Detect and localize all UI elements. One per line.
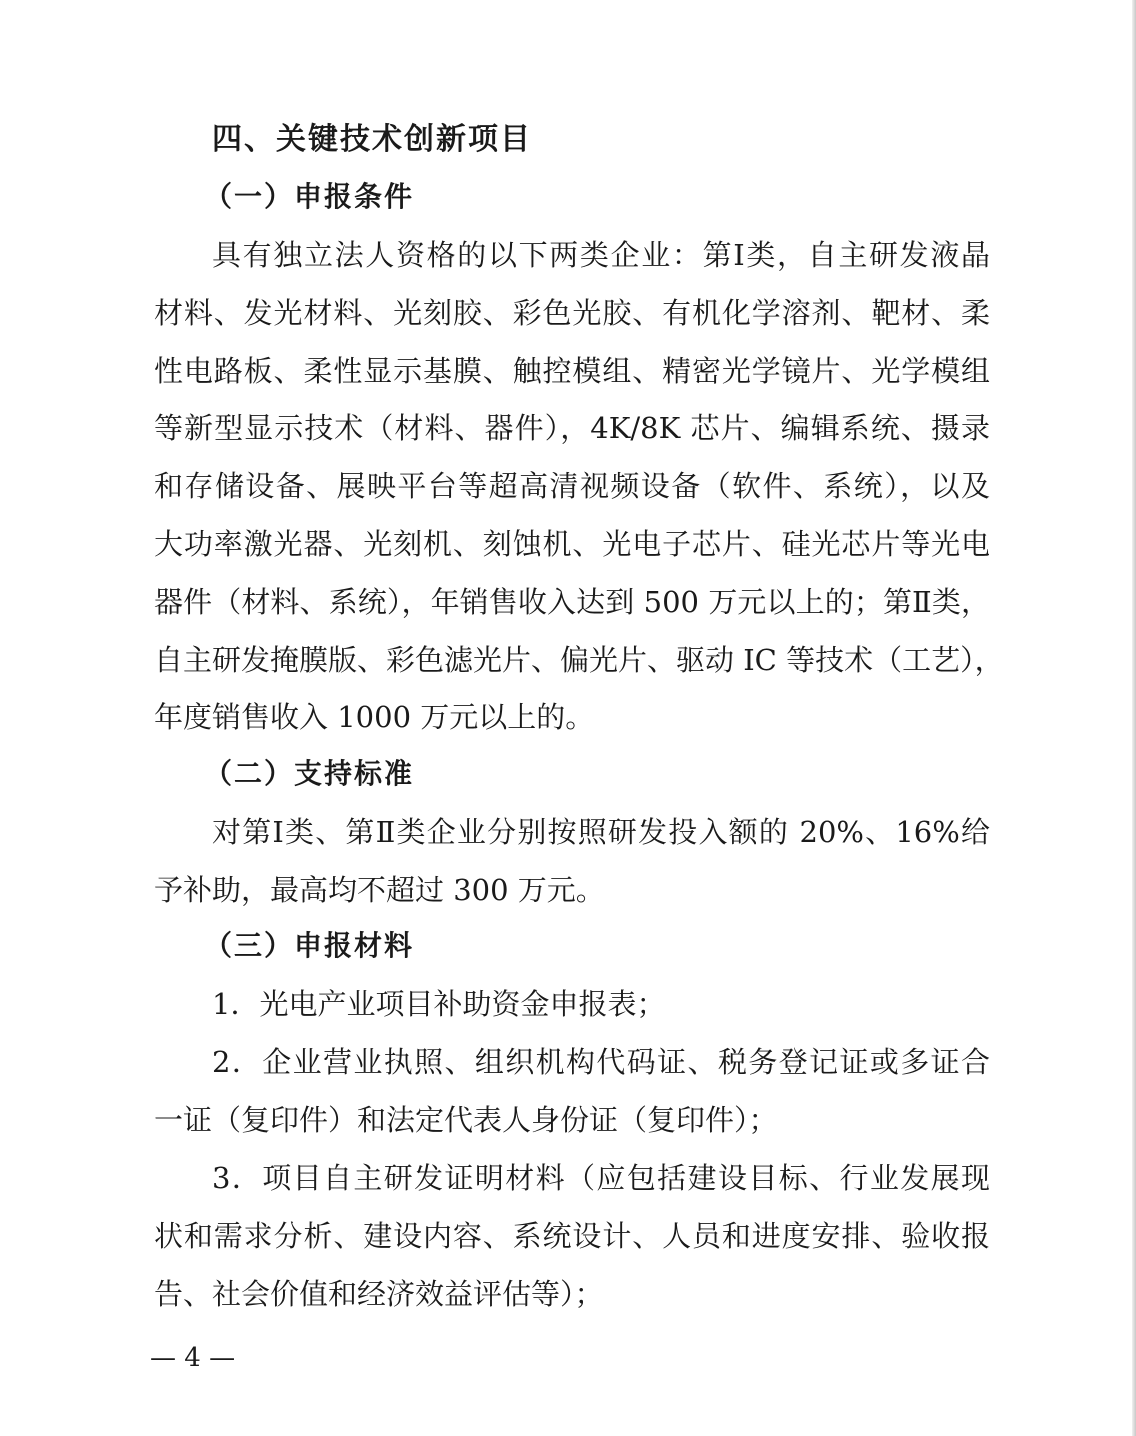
subsection-title-2: （二）支持标准 bbox=[204, 757, 415, 790]
subsection-title-3: （三）申报材料 bbox=[204, 929, 415, 962]
paragraph-line: 自主研发掩膜版、彩色滤光片、偏光片、驱动 IC 等技术（工艺）， bbox=[154, 643, 1004, 677]
paragraph-line: 等新型显示技术（材料、器件），4K/8K 芯片、编辑系统、摄录 bbox=[154, 411, 990, 445]
list-item-continuation: 一证（复印件）和法定代表人身份证（复印件）； bbox=[154, 1103, 778, 1137]
paragraph-line: 材料、发光材料、光刻胶、彩色光胶、有机化学溶剂、靶材、柔 bbox=[154, 296, 990, 330]
page-edge bbox=[1132, 0, 1136, 1436]
paragraph-line: 和存储设备、展映平台等超高清视频设备（软件、系统），以及 bbox=[154, 469, 990, 503]
subsection-title-1: （一）申报条件 bbox=[204, 180, 415, 213]
paragraph-line: 大功率激光器、光刻机、刻蚀机、光电子芯片、硅光芯片等光电 bbox=[154, 527, 990, 561]
paragraph-line: 具有独立法人资格的以下两类企业：第Ⅰ类，自主研发液晶 bbox=[212, 238, 990, 272]
list-item: 2．企业营业执照、组织机构代码证、税务登记证或多证合 bbox=[212, 1045, 990, 1079]
section-heading: 四、关键技术创新项目 bbox=[212, 122, 532, 157]
list-item: 3．项目自主研发证明材料（应包括建设目标、行业发展现 bbox=[212, 1161, 990, 1195]
paragraph-line: 对第Ⅰ类、第Ⅱ类企业分别按照研发投入额的 20%、16%给 bbox=[212, 815, 990, 849]
list-item-continuation: 状和需求分析、建设内容、系统设计、人员和进度安排、验收报 bbox=[154, 1219, 990, 1253]
page-number: — 4 — bbox=[150, 1343, 236, 1373]
list-item: 1．光电产业项目补助资金申报表； bbox=[212, 987, 666, 1021]
list-item-continuation: 告、社会价值和经济效益评估等）； bbox=[154, 1277, 604, 1311]
paragraph-line: 年度销售收入 1000 万元以上的。 bbox=[154, 700, 595, 734]
paragraph-line: 予补助，最高均不超过 300 万元。 bbox=[154, 873, 605, 907]
paragraph-line: 器件（材料、系统），年销售收入达到 500 万元以上的；第Ⅱ类， bbox=[154, 585, 990, 619]
paragraph-line: 性电路板、柔性显示基膜、触控模组、精密光学镜片、光学模组 bbox=[154, 354, 990, 388]
